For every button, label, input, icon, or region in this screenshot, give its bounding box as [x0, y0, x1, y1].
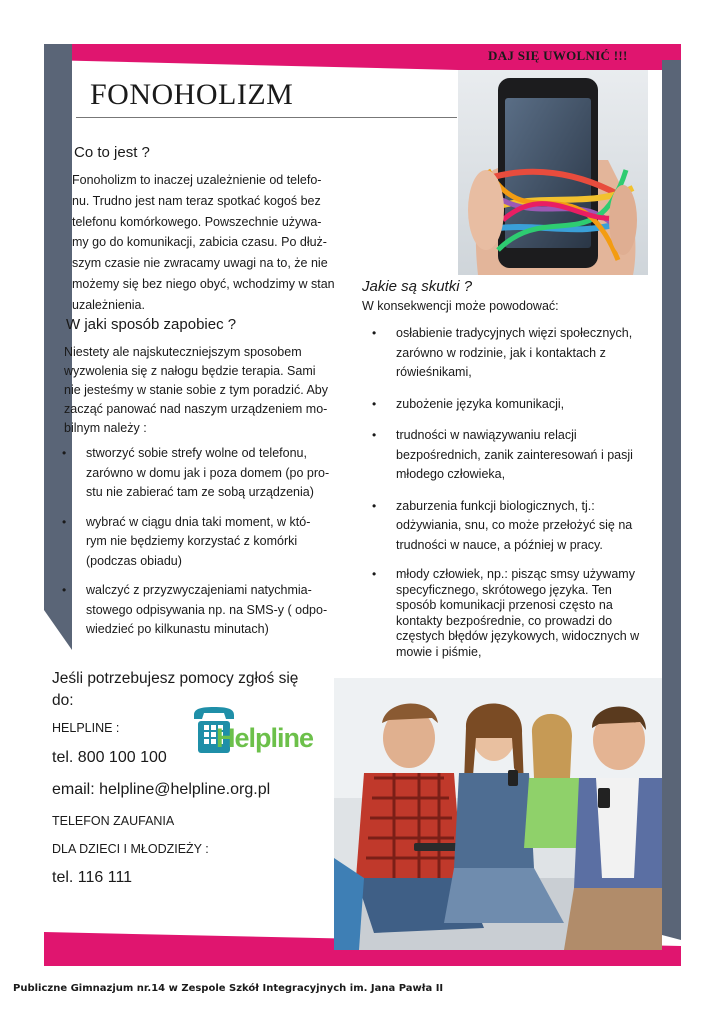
- text-line: szym czasie nie zwracamy uwagi na to, że nie: [72, 256, 328, 271]
- school-footer: Publiczne Gimnazjum nr.14 w Zespole Szkół Integracyjnych im. Jana Pawła II: [13, 983, 444, 994]
- helpline-logo: [190, 705, 315, 757]
- helpline-email: email: helpline@helpline.org.pl: [52, 781, 271, 798]
- prevention-list: [62, 444, 347, 650]
- helpline-label: HELPLINE :: [52, 721, 120, 735]
- text-line: my go do komunikacji, zabicia czasu. Po dłuż-: [72, 235, 327, 250]
- text-line: bilnym należy :: [64, 421, 147, 435]
- banner-slogan: DAJ SIĘ UWOLNIĆ !!!: [488, 48, 628, 63]
- prevention-text: [64, 343, 354, 438]
- helpline-logo-text: Helpline: [216, 723, 314, 753]
- what-is-text: [72, 170, 362, 316]
- trust-line-phone: tel. 116 111: [52, 869, 133, 886]
- text-line: możemy się bez niego obyć, wchodzimy w stan: [72, 276, 335, 291]
- text-line: nie jesteśmy w stanie sobie z tym poradzić. Aby: [64, 383, 329, 397]
- list-item: • młody człowiek, np.: pisząc smsy używamy specyficznego, skrótowego języka. Ten sposób komunikacji przenosi często na kontakty bezpośrednie, co prowadzi do częstych błędów językowych, widocznych w mowie i piśmie,: [372, 567, 662, 660]
- list-item: • zubożenie języka komunikacji,: [372, 395, 662, 415]
- text-line: wyzwolenia się z nałogu będzie terapia. Sami: [64, 364, 316, 378]
- teens-with-phones-photo: [334, 678, 662, 950]
- list-item: • wybrać w ciągu dnia taki moment, w któ- rym nie będziemy korzystać z komórki (podczas obiadu): [62, 513, 347, 572]
- heading-effects: Jakie są skutki ?: [362, 278, 473, 295]
- text-line: Niestety ale najskuteczniejszym sposobem: [64, 345, 302, 359]
- text-line: nu. Trudno jest nam teraz spotkać kogoś bez: [72, 193, 321, 208]
- trust-line-title: TELEFON ZAUFANIA: [52, 814, 175, 828]
- list-item: • zaburzenia funkcji biologicznych, tj.: odżywiania, snu, co może przełożyć się na trudności w nauce, a później w pracy.: [372, 497, 662, 556]
- effects-list: [372, 324, 662, 672]
- list-item: • osłabienie tradycyjnych więzi społecznych, zarówno w rodzinie, jak i kontaktach z rówieśnikami,: [372, 324, 662, 383]
- phone-bands-photo: [458, 70, 648, 275]
- text-line: telefonu komórkowego. Powszechnie używa-: [72, 214, 322, 229]
- text-line: uzależnienia.: [72, 297, 145, 312]
- heading-what-is: Co to jest ?: [74, 144, 150, 161]
- effects-intro: W konsekwencji może powodować:: [362, 299, 559, 313]
- title-divider: [76, 117, 457, 118]
- heading-prevention: W jaki sposób zapobiec ?: [66, 316, 237, 333]
- text-line: Fonoholizm to inaczej uzależnienie od telefo-: [72, 173, 322, 187]
- helpline-phone: tel. 800 100 100: [52, 749, 167, 766]
- text-line: zacząć panować nad naszym urządzeniem mo-: [64, 402, 328, 416]
- list-item: • trudności w nawiązywaniu relacji bezpośrednich, zanik zainteresowań i pasji młodego człowieka,: [372, 426, 662, 485]
- right-slate-bar: [662, 60, 681, 940]
- list-item: • walczyć z przyzwyczajeniami natychmia- stowego odpisywania np. na SMS-y ( odpo- wiedzieć po kilkunastu minutach): [62, 581, 347, 640]
- trust-line-audience: DLA DZIECI I MŁODZIEŻY :: [52, 842, 209, 856]
- page-title: FONOHOLIZM: [90, 78, 294, 111]
- help-heading: Jeśli potrzebujesz pomocy zgłoś się do:: [52, 670, 299, 709]
- list-item: • stworzyć sobie strefy wolne od telefonu, zarówno w domu jak i poza domem (po pro- stu nie zabierać tam ze sobą urządzenia): [62, 444, 347, 503]
